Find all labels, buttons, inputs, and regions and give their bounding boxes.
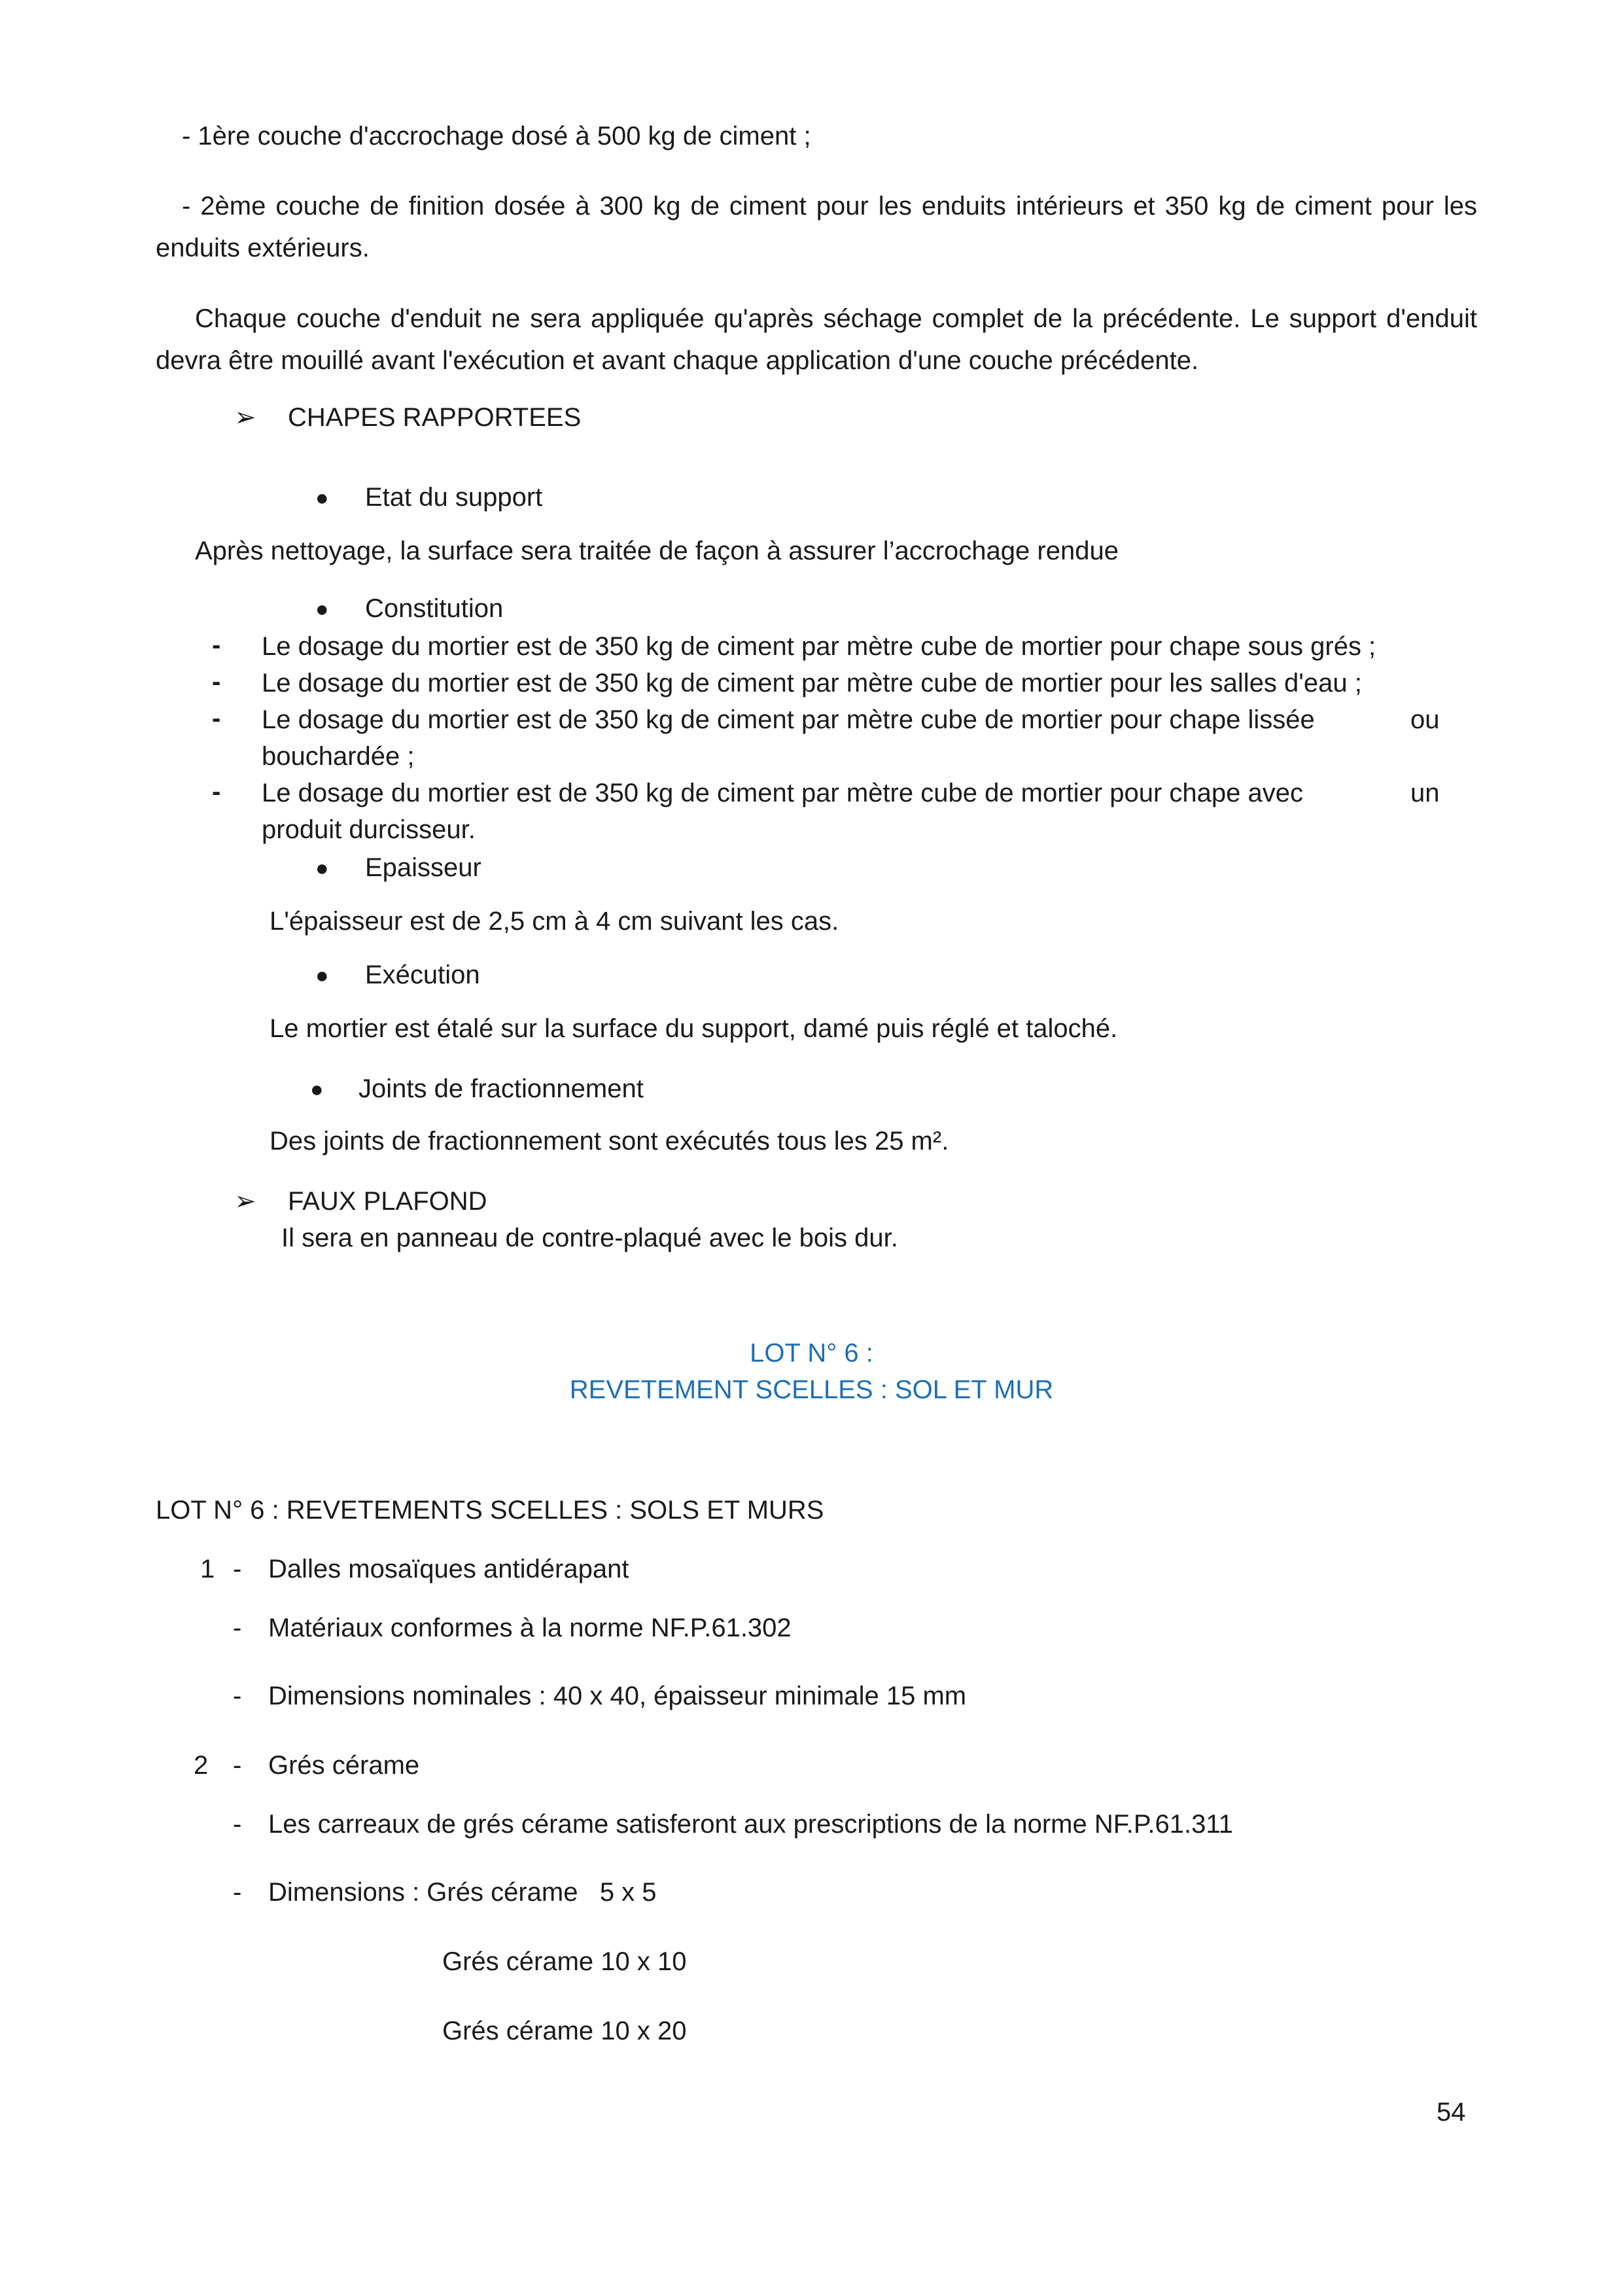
constitution-item: Le dosage du mortier est de 350 kg de ciment par mètre cube de mortier pour chape sous grés ; [262,632,1376,661]
section-dash: - [233,1555,242,1583]
intro-line-1: - 1ère couche d'accrochage dosé à 500 kg de ciment ; [182,122,811,150]
dash-bullet: - [233,1614,242,1642]
execution-text: Le mortier est étalé sur la surface du support, damé puis réglé et taloché. [270,1014,1118,1043]
arrow-bullet-icon: ➢ [234,1187,256,1216]
lot-title: LOT N° 6 : REVETEMENTS SCELLES : SOLS ET MURS [156,1496,824,1525]
constitution-item: Le dosage du mortier est de 350 kg de ciment par mètre cube de mortier pour chape avec [262,779,1304,807]
constitution-item-continuation: un [1410,779,1440,807]
constitution-item: Le dosage du mortier est de 350 kg de ciment par mètre cube de mortier pour les salles d'eau ; [262,669,1362,698]
subtitle-epaisseur: Epaisseur [365,853,481,882]
dash-bullet: - [233,1810,242,1839]
section-title-chapes: CHAPES RAPPORTEES [288,403,582,432]
section-title-dalles: Dalles mosaïques antidérapant [268,1555,629,1583]
section-number: 2 [194,1751,209,1780]
gres-dimension: Grés cérame 10 x 20 [442,2017,687,2045]
bullet-dot-icon: ● [315,963,329,988]
subtitle-constitution: Constitution [365,594,504,623]
constitution-item: Le dosage du mortier est de 350 kg de ciment par mètre cube de mortier pour chape lissée [262,705,1315,734]
section-title-faux-plafond: FAUX PLAFOND [288,1187,487,1216]
dash-bullet: - [212,631,221,660]
bullet-dot-icon: ● [315,597,329,622]
dash-bullet: - [233,1878,242,1907]
etat-support-text: Après nettoyage, la surface sera traitée de façon à assurer l’accrochage rendue [195,537,1119,565]
subtitle-etat-support: Etat du support [365,483,543,512]
bullet-dot-icon: ● [315,856,329,881]
dash-bullet: - [212,704,221,733]
gres-dimension: Grés cérame 10 x 10 [442,1947,687,1976]
bullet-dot-icon: ● [310,1077,324,1102]
page-number: 54 [1437,2098,1466,2127]
joints-text: Des joints de fractionnement sont exécutés tous les 25 m². [270,1127,949,1156]
constitution-item-continuation: produit durcisseur. [262,815,476,844]
dash-bullet: - [212,777,221,806]
dalles-item: Matériaux conformes à la norme NF.P.61.302 [268,1614,792,1642]
section-dash: - [233,1751,242,1780]
dalles-item: Dimensions nominales : 40 x 40, épaisseur minimale 15 mm [268,1682,967,1710]
faux-plafond-text: Il sera en panneau de contre-plaqué avec le bois dur. [281,1224,898,1252]
bullet-dot-icon: ● [315,486,329,510]
constitution-item-continuation: bouchardée ; [262,742,415,771]
section-number: 1 [200,1555,215,1583]
gres-item: Les carreaux de grés cérame satisferont aux prescriptions de la norme NF.P.61.311 [268,1810,1233,1839]
lot-heading-line-1: LOT N° 6 : [750,1339,873,1368]
dash-bullet: - [233,1682,242,1710]
section-title-gres: Grés cérame [268,1751,420,1780]
epaisseur-text: L'épaisseur est de 2,5 cm à 4 cm suivant les cas. [270,907,839,936]
subtitle-execution: Exécution [365,961,480,989]
intro-line-2: - 2ème couche de finition dosée à 300 kg de ciment pour les enduits intérieurs et 350 kg de ciment pour les enduits extérieurs. [156,192,1477,262]
dash-bullet: - [212,667,221,696]
constitution-item-continuation: ou [1410,705,1440,734]
lot-heading-line-2: REVETEMENT SCELLES : SOL ET MUR [569,1375,1054,1404]
intro-paragraph: Chaque couche d'enduit ne sera appliquée qu'après séchage complet de la précédente. Le support d'enduit devra être mouillé avant l'exécution et avant chaque application d'une couche précédente. [156,304,1477,375]
arrow-bullet-icon: ➢ [234,403,256,432]
gres-item: Dimensions : Grés cérame 5 x 5 [268,1878,657,1907]
subtitle-joints: Joints de fractionnement [358,1074,644,1103]
